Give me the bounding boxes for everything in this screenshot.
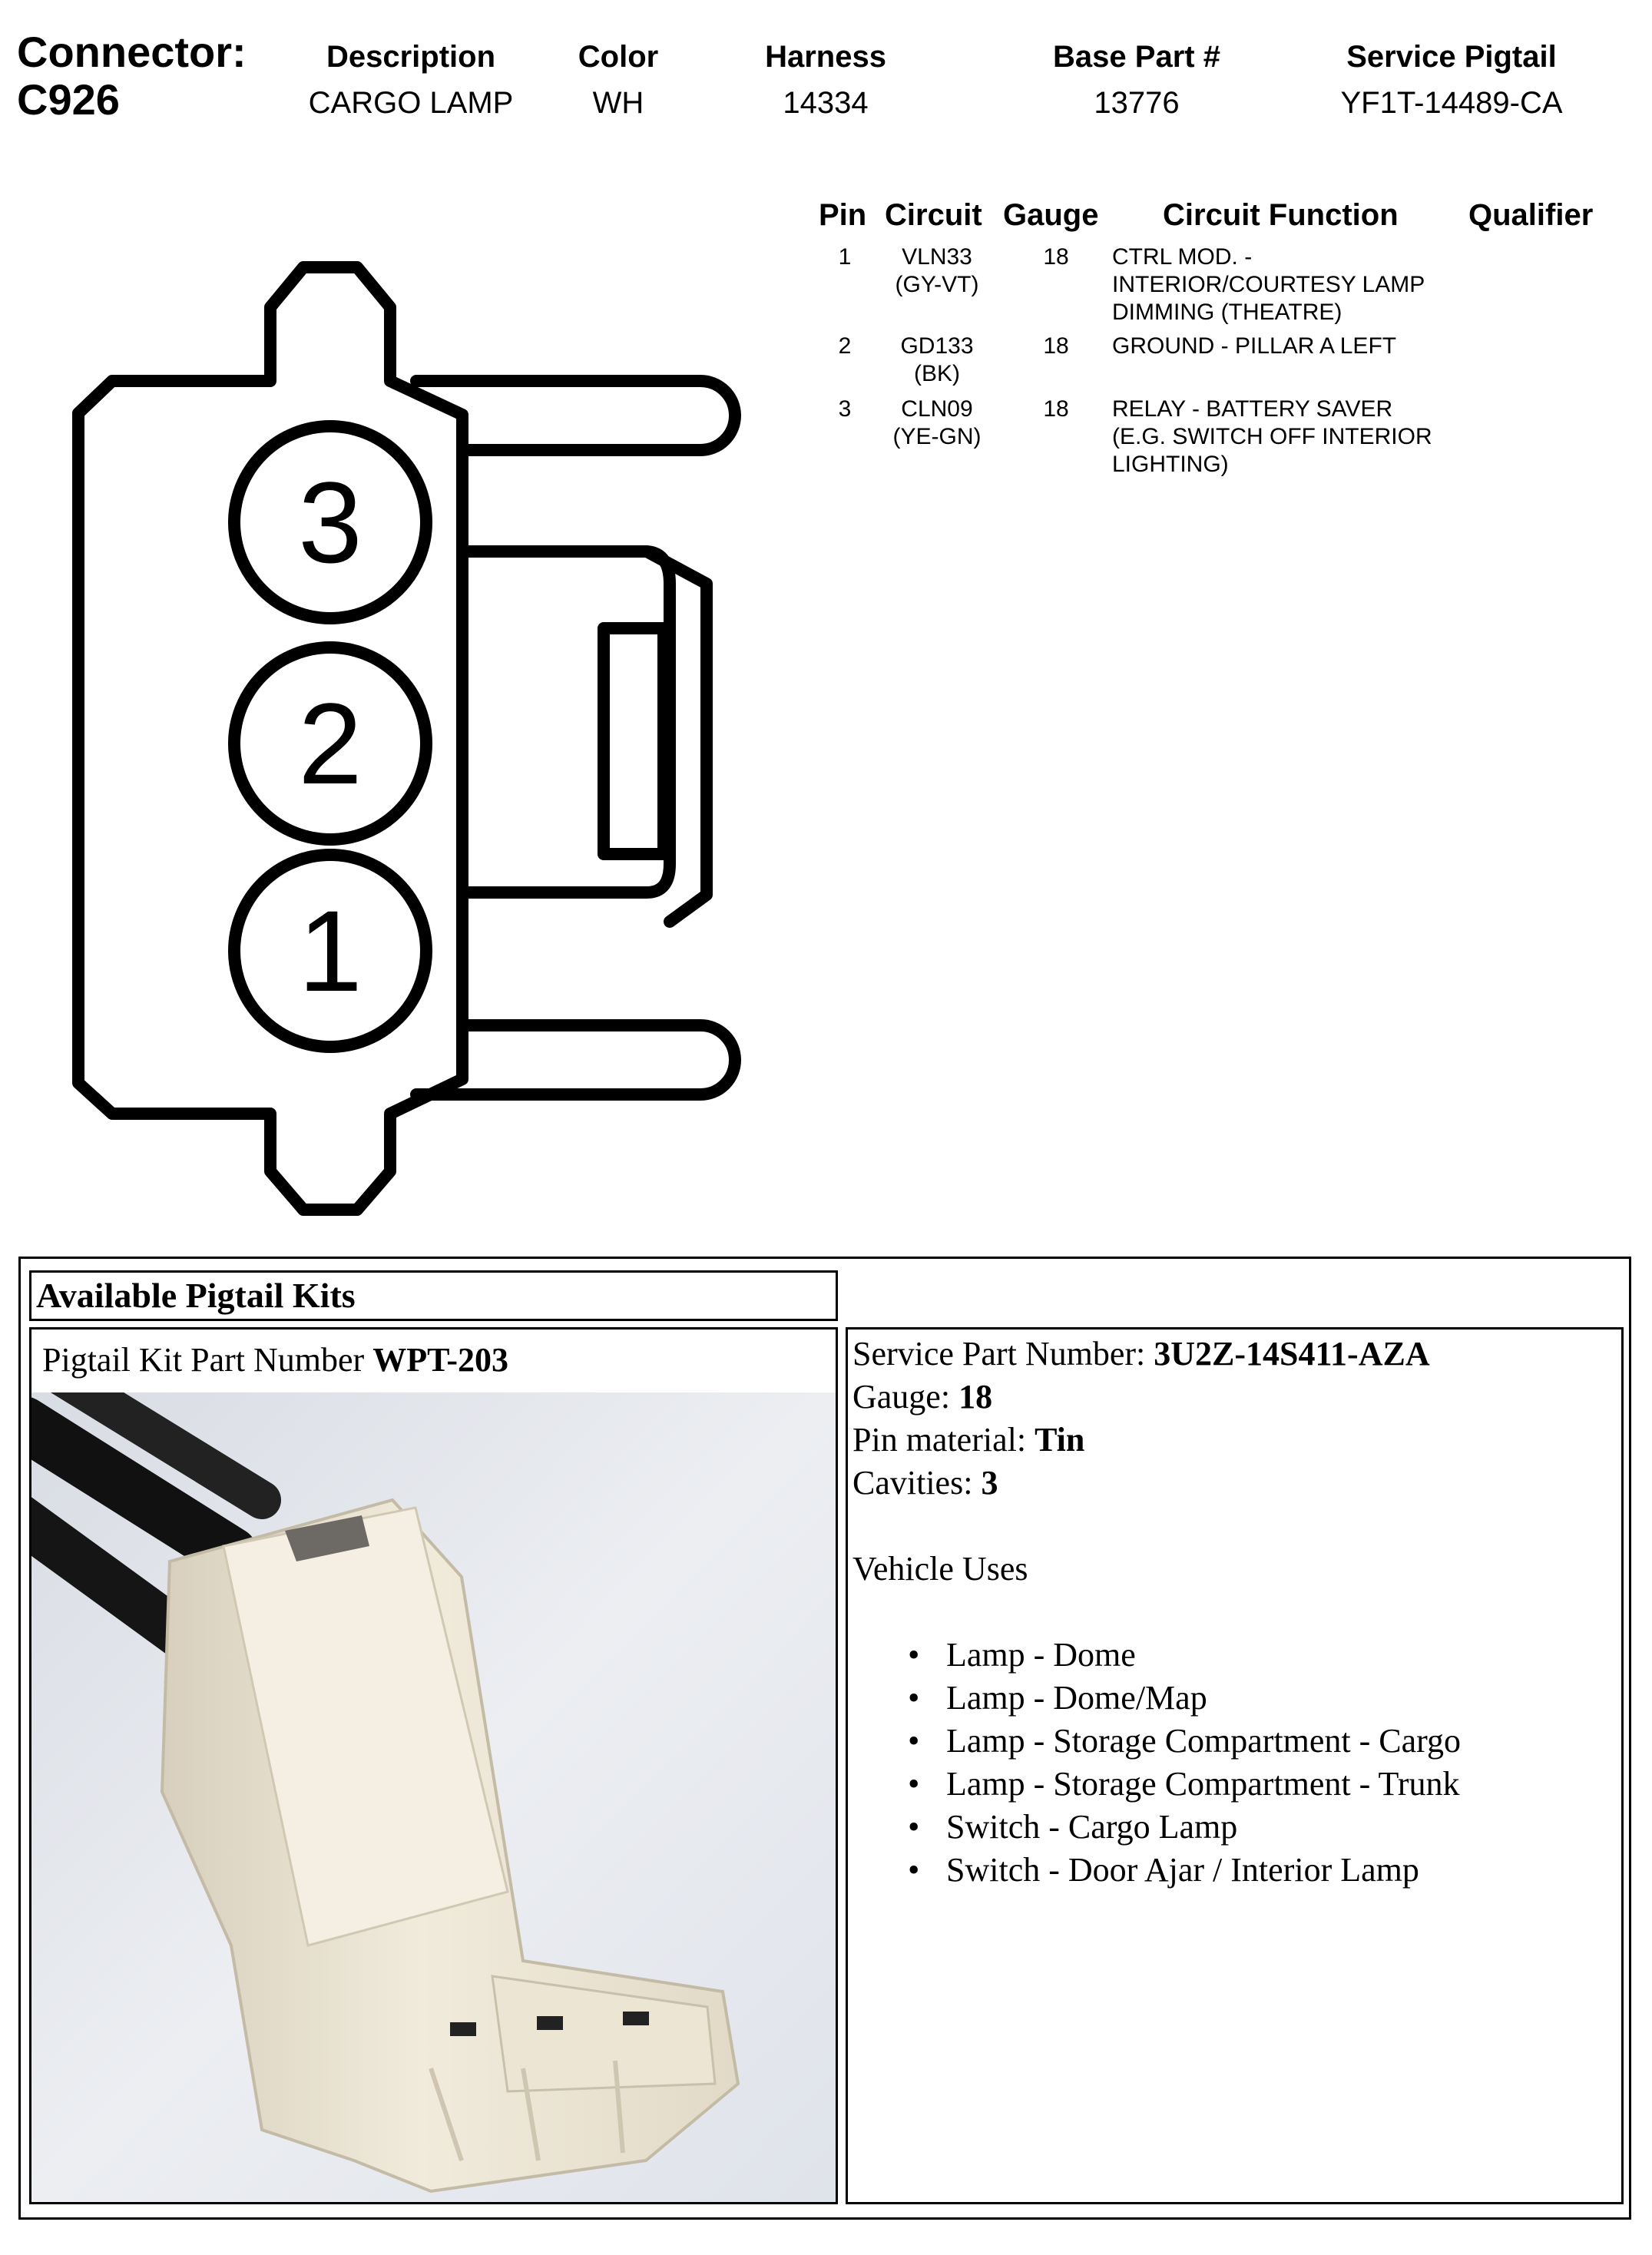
header-color-value: WH (592, 86, 644, 120)
pin-number-1: 1 (298, 886, 363, 1015)
vehicle-use-item: • Lamp - Storage Compartment - Cargo (852, 1720, 1621, 1763)
pin-row-3-pin: 3 (838, 396, 852, 422)
pigtail-connector-photo (31, 1392, 836, 2202)
pin-row-3-gauge: 18 (1043, 396, 1069, 422)
pin-row-1-circuit: VLN33 (GY-VT) (895, 244, 979, 297)
pin-row-3-circuit: CLN09 (YE-GN) (892, 396, 982, 449)
pin-table-header-pin: Pin (819, 198, 867, 232)
vehicle-use-item: • Switch - Cargo Lamp (852, 1806, 1621, 1849)
vehicle-use-item: • Lamp - Dome/Map (852, 1677, 1621, 1720)
pin-table-header-circuit: Circuit (885, 198, 982, 232)
kit-part-number-line (31, 1329, 836, 1382)
pin-row-2-function: GROUND - PILLAR A LEFT (1112, 333, 1397, 359)
header-service-pigtail-value: YF1T-14489-CA (1340, 86, 1563, 120)
pin-row-2-pin: 2 (838, 333, 852, 359)
pigtail-kit-left-cell (29, 1327, 838, 2204)
vehicle-use-item: • Lamp - Storage Compartment - Trunk (852, 1763, 1621, 1806)
spec-gauge: Gauge: 18 (852, 1378, 993, 1416)
pin-row-1-function: CTRL MOD. - INTERIOR/COURTESY LAMP DIMMING (THEATRE) (1112, 244, 1425, 325)
pin-table-header-gauge: Gauge (1003, 198, 1099, 232)
vehicle-uses-title: Vehicle Uses (852, 1550, 1028, 1588)
spec-pin-material: Pin material: Tin (852, 1421, 1085, 1459)
pin-row-3-function: RELAY - BATTERY SAVER (E.G. SWITCH OFF INTERIOR LIGHTING) (1112, 396, 1432, 477)
pin-table-header-function: Circuit Function (1163, 198, 1399, 232)
pin-row-1-gauge: 18 (1043, 244, 1069, 270)
pigtail-kit-right-cell (846, 1327, 1624, 2204)
pigtail-kits-title-box (29, 1270, 838, 1321)
connector-face-diagram (0, 246, 768, 1229)
pin-number-3: 3 (298, 458, 363, 587)
spec-service-part-number: Service Part Number: 3U2Z-14S411-AZA (852, 1335, 1430, 1373)
header-service-pigtail-title: Service Pigtail (1346, 40, 1557, 74)
header-base-part-title: Base Part # (1053, 40, 1220, 74)
pin-row-2-gauge: 18 (1043, 333, 1069, 359)
header-harness-title: Harness (765, 40, 886, 74)
lock-slot (604, 628, 664, 854)
spec-cavities: Cavities: 3 (852, 1464, 998, 1502)
pin-number-2: 2 (298, 679, 363, 808)
pigtail-kits-title: Available Pigtail Kits (36, 1276, 356, 1315)
header-harness-value: 14334 (783, 86, 869, 120)
vehicle-uses-list (852, 1634, 1621, 1892)
header-color-title: Color (578, 40, 659, 74)
side-lock (462, 551, 670, 892)
connector-label: Connector: (17, 28, 247, 76)
pin-row-1-pin: 1 (838, 244, 852, 270)
header-description-value: CARGO LAMP (308, 86, 514, 120)
vehicle-use-item: • Switch - Door Ajar / Interior Lamp (852, 1849, 1621, 1892)
pin-row-2-circuit: GD133 (BK) (900, 333, 974, 386)
connector-id: C926 (17, 75, 120, 124)
kit-part-number-value: WPT-203 (372, 1341, 509, 1379)
pin-table-header-qualifier: Qualifier (1468, 198, 1594, 232)
kit-part-number-label: Pigtail Kit Part Number (42, 1341, 373, 1379)
header-description-title: Description (326, 40, 496, 74)
vehicle-use-item: • Lamp - Dome (852, 1634, 1621, 1677)
header-base-part-value: 13776 (1094, 86, 1180, 120)
housing-outline (78, 267, 462, 1210)
